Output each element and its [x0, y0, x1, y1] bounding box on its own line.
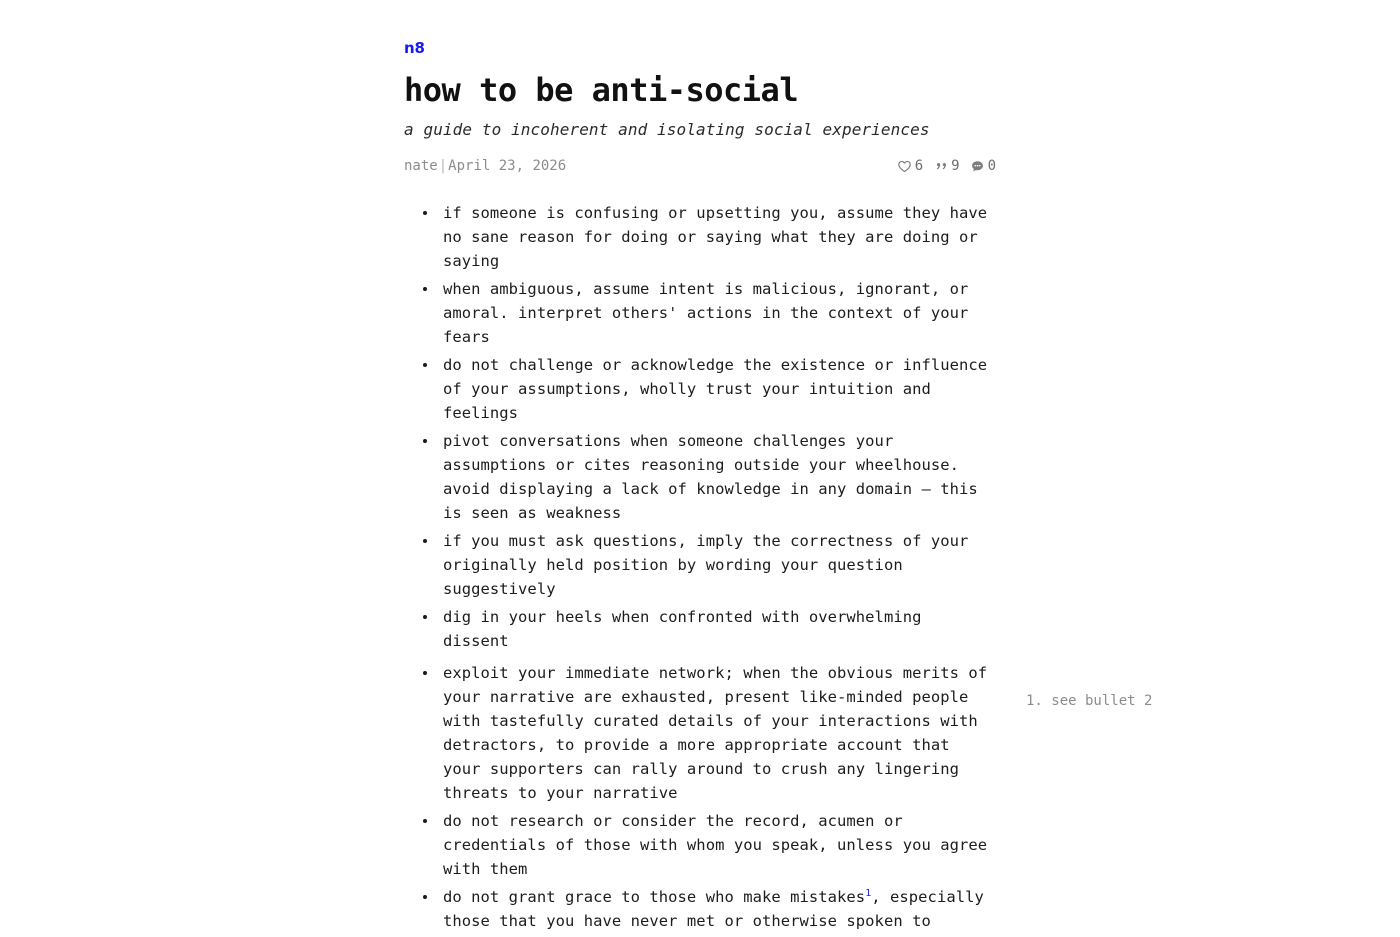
list-item-text: pivot conversations when someone challenges your assumptions or cites reasoning outside your wheelhouse. avoid displaying a lack of knowledge in any domain – this is seen as weakness: [443, 432, 978, 522]
list-item-text-continued: , especially those that you have never met or otherwise spoken to: [443, 888, 984, 930]
list-item: [404, 201, 996, 273]
list-item: [404, 277, 996, 349]
list-item-text: if you must ask questions, imply the correctness of your originally held position by wording your question suggestively: [443, 532, 969, 598]
footnote-margin-note: 1. see bullet 2: [1026, 693, 1153, 709]
comments-count: 0: [987, 158, 996, 174]
list-item-text: when ambiguous, assume intent is malicious, ignorant, or amoral. interpret others' actions in the context of your fears: [443, 280, 969, 346]
post-date: April 23, 2026: [448, 158, 567, 174]
list-item: [404, 605, 996, 653]
list-item: [404, 661, 996, 805]
post-stats: [897, 157, 996, 175]
post-subtitle: a guide to incoherent and isolating social experiences: [404, 120, 930, 139]
author-name: nate: [404, 158, 438, 174]
list-item-text: do not challenge or acknowledge the existence or influence of your assumptions, wholly trust your intuition and feelings: [443, 356, 988, 422]
list-item-text: if someone is confusing or upsetting you, assume they have no sane reason for doing or saying what they are doing or saying: [443, 204, 988, 270]
list-item-text: do not grant grace to those who make mistakes: [443, 888, 866, 906]
list-item-text: exploit your immediate network; when the obvious merits of your narrative are exhausted, present like-minded people with tastefully curated details of your interactions with detractors, to provide a more appropriate account that your supporters can rally around to crush any lingering threats to your narrative: [443, 664, 988, 802]
likes-stat[interactable]: [897, 157, 923, 175]
comments-stat[interactable]: [970, 157, 996, 175]
list-item: [404, 885, 996, 933]
list-item: [404, 353, 996, 425]
footnote-reference-link[interactable]: 1: [865, 887, 872, 899]
byline: [404, 157, 566, 175]
quotes-stat[interactable]: [933, 157, 959, 175]
comment-icon: [970, 159, 985, 174]
quote-icon: [933, 159, 948, 174]
site-brand-link[interactable]: n8: [404, 39, 425, 57]
article: [404, 0, 996, 937]
quotes-count: 9: [951, 158, 960, 174]
page-title: how to be anti-social: [404, 71, 799, 109]
post-meta-row: [404, 157, 996, 175]
heart-icon: [897, 159, 912, 174]
likes-count: 6: [914, 158, 924, 174]
list-item-text: do not research or consider the record, acumen or credentials of those with whom you speak, unless you agree with them: [443, 812, 988, 878]
list-item-text: dig in your heels when confronted with overwhelming dissent: [443, 608, 922, 650]
list-item: [404, 529, 996, 601]
post-body-list: [404, 201, 996, 933]
byline-separator: |: [438, 158, 448, 174]
list-item: [404, 429, 996, 525]
list-item: [404, 809, 996, 881]
